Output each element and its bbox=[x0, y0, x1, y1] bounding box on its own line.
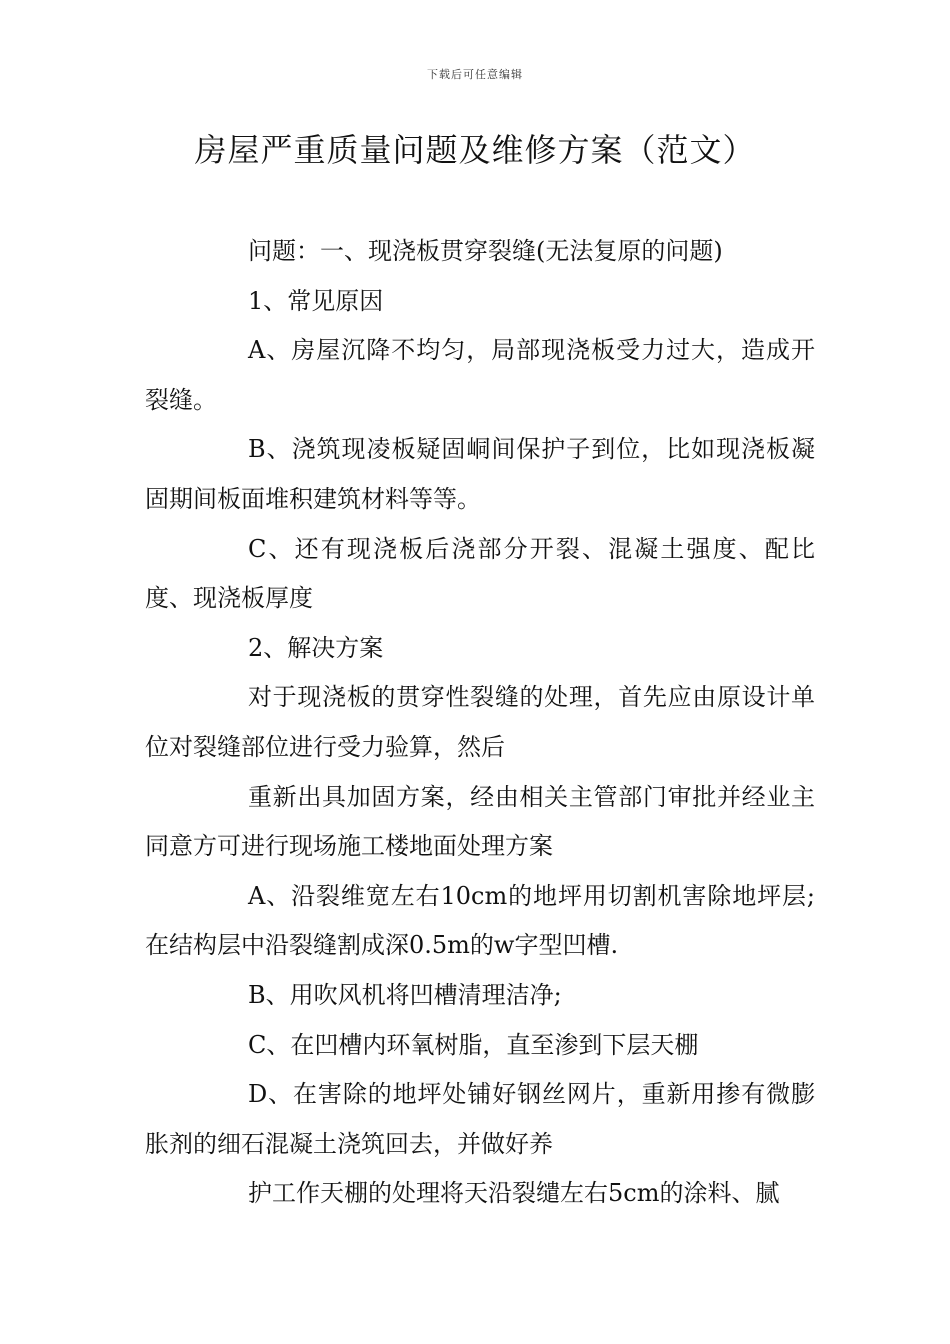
paragraph: C、在凹槽内环氧树脂，直至渗到下层天棚 bbox=[248, 1030, 699, 1059]
paragraph: B、浇筑现凌板疑固峒间保护子到位，比如现浇板凝固期间板面堆积建筑材料等等。 bbox=[145, 435, 815, 513]
paragraph: C、还有现浇板后浇部分开裂、混凝土强度、配比度、现浇板厚度 bbox=[145, 534, 815, 613]
paragraph: 对于现浇板的贯穿性裂缝的处理，首先应由原设计单位对裂缝部位进行受力验算，然后 bbox=[145, 683, 815, 761]
paragraph: 问题：一、现浇板贯穿裂缝(无法复原的问题) bbox=[248, 237, 723, 265]
paragraph: 护工作天棚的处理将天沿裂缱左右5cm的涂料、腻 bbox=[248, 1179, 780, 1208]
paragraph: A、沿裂维宽左右10cm的地坪用切割机害除地坪层;在结构层中沿裂缝割成深0.5m的w字型凹槽. bbox=[145, 881, 815, 960]
paragraph: 2、解决方案 bbox=[248, 633, 384, 662]
paragraph: 重新出具加固方案，经由相关主管部门审批并经业主同意方可进行现场施工楼地面处理方案 bbox=[145, 782, 815, 861]
paragraph: B、用吹风机将凹槽清理洁净; bbox=[248, 980, 562, 1009]
paragraph: A、房屋沉降不均匀，局部现浇板受力过大，造成开裂缝。 bbox=[145, 336, 815, 414]
page-header-note: 下载后可任意编辑 bbox=[427, 68, 523, 81]
document-body bbox=[145, 227, 815, 1219]
document-title: 房屋严重质量问题及维修方案（范文） bbox=[194, 131, 756, 169]
paragraph: D、在害除的地坪处铺好钢丝网片，重新用掺有微膨胀剂的细石混凝土浇筑回去，并做好养 bbox=[145, 1080, 815, 1158]
paragraph: 1、常见原因 bbox=[248, 286, 384, 315]
